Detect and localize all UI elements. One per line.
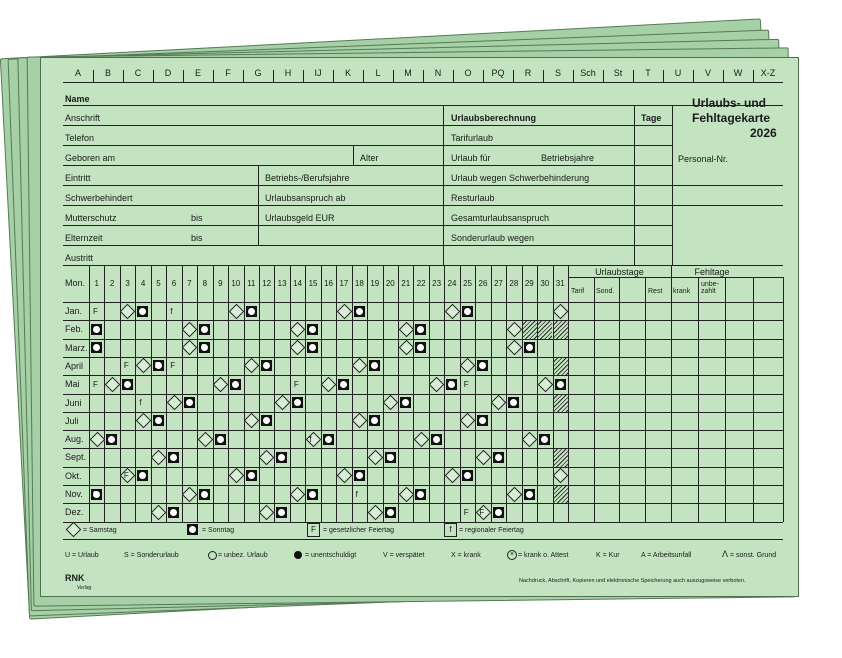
holiday-mark-F: F <box>479 507 485 517</box>
tage-header: Tage <box>641 113 662 123</box>
saturday-mark <box>414 431 430 447</box>
invalid-day-cell <box>554 321 568 338</box>
sonderurlaub-label: Sonderurlaub wegen <box>451 233 535 243</box>
holiday-mark-F: F <box>463 507 469 517</box>
sub-sond: Sond. <box>596 288 615 295</box>
letter-divider <box>693 70 694 82</box>
month-Dez.: Dez. <box>65 507 84 518</box>
sunday-mark <box>385 507 396 518</box>
elternzeit-label: Elternzeit <box>65 233 103 243</box>
sunday-mark <box>292 397 303 408</box>
sub-rest: Rest <box>648 288 663 295</box>
letter-A: A <box>74 68 81 78</box>
regional-legend-label: = regionaler Feiertag <box>459 527 524 534</box>
letter-divider <box>543 70 544 82</box>
letter-divider <box>333 70 334 82</box>
day-5: 5 <box>156 279 161 288</box>
letter-PQ: PQ <box>491 68 505 78</box>
letter-divider <box>363 70 364 82</box>
sunday-mark <box>230 379 241 390</box>
sunday-mark <box>415 342 426 353</box>
gesamt-label: Gesamturlaubsanspruch <box>451 213 550 223</box>
regional-legend-icon: f <box>444 523 457 537</box>
samstag-legend-icon <box>66 522 82 538</box>
sub-unbezahlt-2: zahlt <box>701 288 716 295</box>
calc-betriebsjahre-label: Betriebsjahre <box>541 153 595 163</box>
saturday-mark <box>475 450 491 466</box>
day-18: 18 <box>354 279 364 288</box>
day-6: 6 <box>171 279 177 288</box>
month-Mai: Mai <box>65 379 80 390</box>
day-12: 12 <box>262 279 272 288</box>
legend-urlaub: U = Urlaub <box>65 552 99 559</box>
tarifurlaub-label: Tarifurlaub <box>451 133 494 143</box>
sunday-mark <box>91 324 102 335</box>
month-row-line <box>63 412 783 413</box>
saturday-mark <box>120 303 136 319</box>
fehltage-header: Fehltage <box>694 267 730 277</box>
letter-divider <box>483 70 484 82</box>
feiertag-legend-label: = gesetzlicher Feiertag <box>323 527 395 534</box>
month-row-line <box>63 339 783 340</box>
holiday-mark-F: F <box>93 379 98 389</box>
letter-divider <box>93 70 94 82</box>
betriebsjahre-label: Betriebs-/Berufsjahre <box>265 173 350 183</box>
day-21: 21 <box>401 279 411 288</box>
saturday-mark <box>553 468 569 484</box>
cal-header-bottom <box>63 302 783 303</box>
holiday-mark-f: f <box>201 343 204 353</box>
holiday-mark-F: F <box>93 306 98 316</box>
saturday-mark <box>352 413 368 429</box>
saturday-mark <box>367 505 383 521</box>
month-row-line <box>63 522 783 523</box>
month-Okt.: Okt. <box>65 470 82 481</box>
month-row-line <box>63 394 783 395</box>
urlaubstage-header: Urlaubstage <box>595 267 644 277</box>
day-26: 26 <box>478 279 488 288</box>
holiday-mark-f: f <box>355 489 358 499</box>
letter-divider <box>423 70 424 82</box>
month-Jan.: Jan. <box>65 306 83 316</box>
sunday-mark <box>91 342 102 353</box>
day-2: 2 <box>109 279 115 288</box>
month-row-line <box>63 485 783 486</box>
urlaubsanspruch-ab-label: Urlaubsanspruch ab <box>265 193 346 203</box>
sunday-mark <box>369 360 380 371</box>
saturday-mark <box>182 340 198 356</box>
sunday-mark <box>477 415 488 426</box>
saturday-mark <box>228 468 244 484</box>
letter-divider <box>123 70 124 82</box>
mutterschutz-bis-label: bis <box>191 213 203 223</box>
sunday-mark <box>555 379 566 390</box>
legend-krank-o-attest: = krank o. Attest <box>518 552 569 559</box>
saturday-mark <box>352 358 368 374</box>
saturday-mark <box>321 376 337 392</box>
letter-divider <box>303 70 304 82</box>
sunday-mark <box>431 434 442 445</box>
day-11: 11 <box>247 279 256 288</box>
month-row-line <box>63 467 783 468</box>
day-27: 27 <box>493 279 503 288</box>
letter-E: E <box>194 68 201 78</box>
sunday-mark <box>106 434 117 445</box>
saturday-mark <box>460 413 476 429</box>
sunday-mark <box>415 324 426 335</box>
month-April: April <box>65 360 84 371</box>
alter-label: Alter <box>360 153 379 163</box>
sonst-grund-icon: Λ <box>722 549 729 559</box>
sunday-mark <box>199 489 210 500</box>
month-Juli: Juli <box>65 415 79 426</box>
saturday-mark <box>151 505 167 521</box>
letter-divider <box>273 70 274 82</box>
day-30: 30 <box>540 279 550 288</box>
sunday-mark <box>354 306 365 317</box>
legend-krank: X = krank <box>451 552 481 559</box>
holiday-mark-F: F <box>170 361 176 371</box>
saturday-mark <box>213 376 229 392</box>
saturday-mark <box>367 450 383 466</box>
publisher-logo: RNK <box>65 573 85 583</box>
letter-M: M <box>404 68 412 78</box>
saturday-mark <box>491 395 507 411</box>
sunday-mark <box>539 434 550 445</box>
day-28: 28 <box>509 279 519 288</box>
month-Feb.: Feb. <box>65 324 84 335</box>
sunday-mark <box>137 306 148 317</box>
saturday-mark <box>553 303 569 319</box>
elternzeit-bis-label: bis <box>191 233 203 243</box>
saturday-mark <box>522 431 538 447</box>
letter-IJ: IJ <box>314 68 322 78</box>
title-line1: Urlaubs- und <box>692 96 766 110</box>
holiday-mark-f: f <box>309 434 312 444</box>
sunday-mark <box>122 379 133 390</box>
letter-divider <box>663 70 664 82</box>
saturday-mark <box>445 468 461 484</box>
title-line2: Fehltagekarte <box>692 111 771 125</box>
sunday-mark <box>354 470 365 481</box>
legend-arbeitsunfall: A = Arbeitsunfall <box>641 552 692 559</box>
sunday-mark <box>276 507 287 518</box>
legend-sonst-grund: = sonst. Grund <box>730 552 777 559</box>
saturday-mark <box>259 450 275 466</box>
copyright-note: Nachdruck, Abschrift, Kopieren und elektronische Speicherung auch auszugsweise verboten. <box>519 578 746 584</box>
month-Juni: Juni <box>65 397 82 408</box>
day-17: 17 <box>339 279 349 288</box>
month-row-line <box>63 375 783 376</box>
letter-B: B <box>104 68 111 78</box>
letter-divider <box>183 70 184 82</box>
absence-card <box>40 57 799 597</box>
feiertag-legend-icon: F <box>307 523 320 537</box>
title-year: 2026 <box>750 126 777 140</box>
letter-V: V <box>704 68 711 78</box>
letter-divider <box>213 70 214 82</box>
day-24: 24 <box>447 279 457 288</box>
sunday-mark <box>276 452 287 463</box>
month-row-line <box>63 503 783 504</box>
eintritt-label: Eintritt <box>65 173 91 183</box>
holiday-mark-F: F <box>154 361 160 371</box>
month-Marz.: Marz. <box>65 342 88 353</box>
invalid-day-cell <box>554 486 568 503</box>
letter-divider <box>513 70 514 82</box>
sonntag-legend-icon <box>187 524 198 535</box>
letter-divider <box>243 70 244 82</box>
day-31: 31 <box>555 279 565 288</box>
holiday-mark-f: f <box>170 306 173 316</box>
sunday-mark <box>246 470 257 481</box>
sunday-mark <box>261 360 272 371</box>
month-row-line <box>63 448 783 449</box>
geboren-label: Geboren am <box>65 153 116 163</box>
letter-R: R <box>524 68 532 78</box>
schwerbehindert-label: Schwerbehindert <box>65 193 133 203</box>
day-25: 25 <box>463 279 472 288</box>
holiday-mark-F: F <box>463 379 469 389</box>
letter-divider <box>393 70 394 82</box>
anschrift-label: Anschrift <box>65 113 101 123</box>
invalid-day-cell <box>554 358 568 375</box>
month-row-line <box>63 320 783 321</box>
holiday-mark-f: f <box>93 489 96 499</box>
month-Nov.: Nov. <box>65 489 83 499</box>
saturday-mark <box>228 303 244 319</box>
urlaubsgeld-label: Urlaubsgeld EUR <box>265 213 335 223</box>
sub-krank: krank <box>673 288 691 295</box>
saturday-mark <box>89 431 105 447</box>
saturday-mark <box>506 486 522 502</box>
letter-divider <box>573 70 574 82</box>
sonntag-legend-label: = Sonntag <box>202 527 235 534</box>
sub-unbezahlt-1: unbe- <box>701 281 719 288</box>
day-16: 16 <box>324 279 333 288</box>
letter-H: H <box>284 68 292 78</box>
sunday-mark <box>524 342 535 353</box>
sunday-mark <box>462 470 473 481</box>
legend-sonderurlaub: S = Sonderurlaub <box>124 552 179 559</box>
saturday-mark <box>506 340 522 356</box>
day-10: 10 <box>231 279 241 288</box>
letter-divider <box>723 70 724 82</box>
sunday-mark <box>307 489 318 500</box>
saturday-mark <box>136 413 152 429</box>
legend-verspaetet: V = verspätet <box>383 552 425 559</box>
holiday-mark-F: F <box>123 471 129 481</box>
saturday-mark <box>244 358 260 374</box>
unbez-urlaub-icon <box>208 551 217 560</box>
saturday-mark <box>136 358 152 374</box>
holiday-mark-f: f <box>139 398 142 407</box>
holiday-mark-f: f <box>448 379 451 389</box>
sunday-mark <box>462 306 473 317</box>
invalid-day-cell <box>523 321 537 338</box>
holiday-mark-F: F <box>293 379 299 389</box>
sunday-mark <box>493 452 504 463</box>
sunday-mark <box>477 360 488 371</box>
letter-St: St <box>613 68 623 78</box>
saturday-mark <box>105 376 121 392</box>
saturday-mark <box>182 322 198 338</box>
letter-X-Z: X-Z <box>760 68 776 78</box>
krank-o-attest-icon: × <box>507 550 517 560</box>
saturday-mark <box>398 340 414 356</box>
day-4: 4 <box>140 279 146 288</box>
day-14: 14 <box>293 279 303 288</box>
day-22: 22 <box>416 279 426 288</box>
saturday-mark <box>537 376 553 392</box>
day-29: 29 <box>524 279 534 288</box>
day-23: 23 <box>432 279 442 288</box>
letter-K: K <box>344 68 351 78</box>
day-7: 7 <box>187 279 192 288</box>
day-9: 9 <box>218 279 223 288</box>
letter-Sch: Sch <box>580 68 596 78</box>
samstag-legend-label: = Samstag <box>83 527 117 534</box>
letter-D: D <box>164 68 172 78</box>
saturday-mark <box>290 486 306 502</box>
sunday-mark <box>369 415 380 426</box>
summary-sub-line <box>568 277 783 278</box>
sunday-mark <box>199 324 210 335</box>
letter-S: S <box>554 68 561 78</box>
letter-divider <box>153 70 154 82</box>
resturlaub-label: Resturlaub <box>451 193 495 203</box>
saturday-mark <box>306 431 322 447</box>
cal-top <box>63 265 783 266</box>
sunday-mark <box>524 489 535 500</box>
letter-divider <box>633 70 634 82</box>
saturday-mark <box>336 303 352 319</box>
saturday-mark <box>506 322 522 338</box>
month-Sept.: Sept. <box>65 452 87 463</box>
urlaub-fuer-label: Urlaub für <box>451 153 491 163</box>
urlaubsberechnung-header: Urlaubsberechnung <box>451 113 537 123</box>
summary-divider <box>783 277 784 522</box>
letter-T: T <box>645 68 651 78</box>
sunday-mark <box>137 470 148 481</box>
invalid-day-cell <box>538 321 552 338</box>
unentschuldigt-icon <box>294 551 302 559</box>
holiday-mark-f: f <box>386 452 389 462</box>
day-15: 15 <box>308 279 318 288</box>
invalid-day-cell <box>554 449 568 466</box>
letter-G: G <box>254 68 262 78</box>
saturday-mark <box>259 505 275 521</box>
letter-divider <box>603 70 604 82</box>
saturday-mark <box>398 322 414 338</box>
saturday-mark <box>383 395 399 411</box>
sunday-mark <box>400 397 411 408</box>
month-row-line <box>63 430 783 431</box>
day-3: 3 <box>125 279 130 288</box>
letter-F: F <box>225 68 231 78</box>
legend-unbez: = unbez. Urlaub <box>218 552 268 559</box>
sunday-mark <box>246 306 257 317</box>
sunday-mark <box>338 379 349 390</box>
sunday-mark <box>184 397 195 408</box>
legend-kur: K = Kur <box>596 552 620 559</box>
mon-label: Mon. <box>65 278 86 288</box>
month-row-line <box>63 357 783 358</box>
sunday-mark <box>153 415 164 426</box>
day-19: 19 <box>370 279 380 288</box>
day-20: 20 <box>385 279 395 288</box>
saturday-mark <box>460 358 476 374</box>
sunday-mark <box>307 324 318 335</box>
letter-divider <box>453 70 454 82</box>
saturday-mark <box>398 486 414 502</box>
letter-L: L <box>375 68 381 78</box>
invalid-day-cell <box>554 395 568 412</box>
letter-O: O <box>464 68 472 78</box>
sunday-mark <box>415 489 426 500</box>
saturday-mark <box>290 322 306 338</box>
sunday-mark <box>168 452 179 463</box>
saturday-mark <box>445 303 461 319</box>
saturday-mark <box>151 450 167 466</box>
letter-W: W <box>733 68 743 78</box>
saturday-mark <box>182 486 198 502</box>
sunday-mark <box>307 342 318 353</box>
holiday-mark-F: F <box>123 361 129 371</box>
schwerbehinderung-label: Urlaub wegen Schwerbehinderung <box>451 173 590 183</box>
month-Aug.: Aug. <box>65 434 84 445</box>
sunday-mark <box>323 434 334 445</box>
austritt-label: Austritt <box>65 253 94 263</box>
publisher-logo-sub: Verlag <box>77 585 92 591</box>
day-1: 1 <box>94 279 99 288</box>
saturday-mark <box>290 340 306 356</box>
sunday-mark <box>215 434 226 445</box>
day-8: 8 <box>202 279 208 288</box>
sunday-mark <box>261 415 272 426</box>
day-13: 13 <box>277 279 287 288</box>
saturday-mark <box>336 468 352 484</box>
letter-N: N <box>434 68 442 78</box>
sunday-mark <box>508 397 519 408</box>
legend-unentschuldigt: = unentschuldigt <box>305 552 357 559</box>
name-label: Name <box>65 94 90 104</box>
saturday-mark <box>429 376 445 392</box>
personal-nr-label: Personal-Nr. <box>678 154 729 164</box>
letter-C: C <box>134 68 142 78</box>
letter-divider <box>753 70 754 82</box>
saturday-mark <box>166 395 182 411</box>
saturday-mark <box>197 431 213 447</box>
letter-U: U <box>674 68 682 78</box>
saturday-mark <box>275 395 291 411</box>
telefon-label: Telefon <box>65 133 95 143</box>
mutterschutz-label: Mutterschutz <box>65 213 117 223</box>
sunday-mark <box>493 507 504 518</box>
saturday-mark <box>244 413 260 429</box>
sunday-mark <box>168 507 179 518</box>
sub-tarif: Tarif <box>570 288 585 295</box>
